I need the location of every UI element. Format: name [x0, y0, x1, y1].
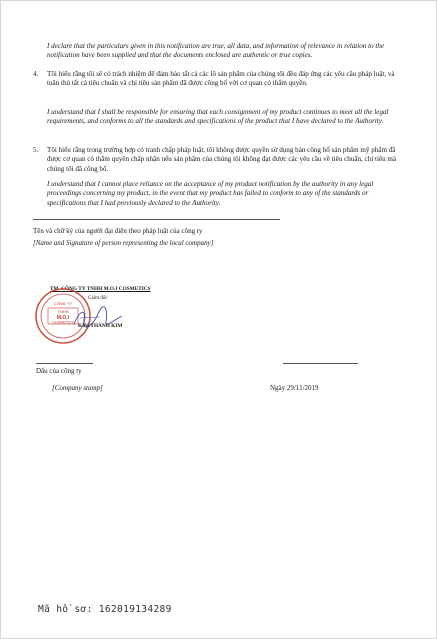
- declaration-text-5-en: I understand that I cannot place reliance on the acceptance of my product notification by the authority in any legal proceedings concerning my product, in the event that my product has failed to conform to any of the standards or specifications that I had previously declared to the Authority.: [47, 180, 374, 207]
- signature-label-en: [Name and Signature of person representing the local company]: [33, 239, 214, 247]
- item-number-4: 4.: [33, 70, 39, 78]
- date-underline: [283, 363, 358, 364]
- declaration-text-3-en: I declare that the particulars given in this notification are true, all data, and information of relevance in relation to the notification have been supplied and that the documents enclosed are authentic or true copies.: [47, 42, 385, 60]
- item-number-5: 5.: [33, 146, 39, 154]
- signature-date: Ngày 29/11/2019: [270, 384, 319, 392]
- stamp-text-2: TNHH: [57, 309, 69, 314]
- stamp-underline: [36, 363, 93, 364]
- signer-name: KIM THÀNH KIM: [78, 323, 123, 329]
- declaration-text-4-en: I understand that I shall be responsible for ensuring that each consignment of my product continues to meet all the legal requirements, and conforms to all the standards and specifications of the product that I have declared to the Authority.: [47, 108, 389, 126]
- stamp-text-4: COSMETICS: [52, 320, 74, 325]
- signature-label-vi: Tên và chữ ký của người đại diện theo pháp luật của công ty: [33, 227, 203, 235]
- stamp-text-3: M.O.I: [56, 315, 70, 321]
- declaration-text-5-vi: Tôi hiểu rằng trong trường hợp có tranh chấp pháp luật, tôi không được quyền sử dụng bản công bố sản phẩm mỹ phẩm đã được cơ quan có thẩm quyền chấp nhận nếu sản phẩm của chúng tôi không đạt được các yêu cầu về tiêu chuẩn, chỉ tiêu mà chúng tôi đã công bố.: [47, 146, 397, 173]
- company-stamp-label-en: [Company stamp]: [52, 384, 103, 392]
- company-stamp-label-vi: Dấu của công ty: [36, 367, 82, 375]
- separator-line: [33, 219, 280, 220]
- dossier-number: Mã hồ sơ: 162019134289: [38, 604, 172, 615]
- company-name-line: TM. CÔNG TY TNHH M.O.I COSMETICS: [50, 286, 151, 292]
- director-title: Giám đốc: [88, 296, 108, 301]
- stamp-text-1: CÔNG TY: [53, 301, 73, 306]
- declaration-text-4-vi: Tôi hiểu rằng tôi sẽ có trách nhiệm để đảm bảo tất cả các lô sản phẩm của chúng tôi đều đáp ứng các yêu cầu pháp luật, và tuân thủ tất cả tiêu chuẩn và chỉ tiêu sản phẩm đã được công bố với cơ quan có thẩm quyền.: [47, 70, 395, 88]
